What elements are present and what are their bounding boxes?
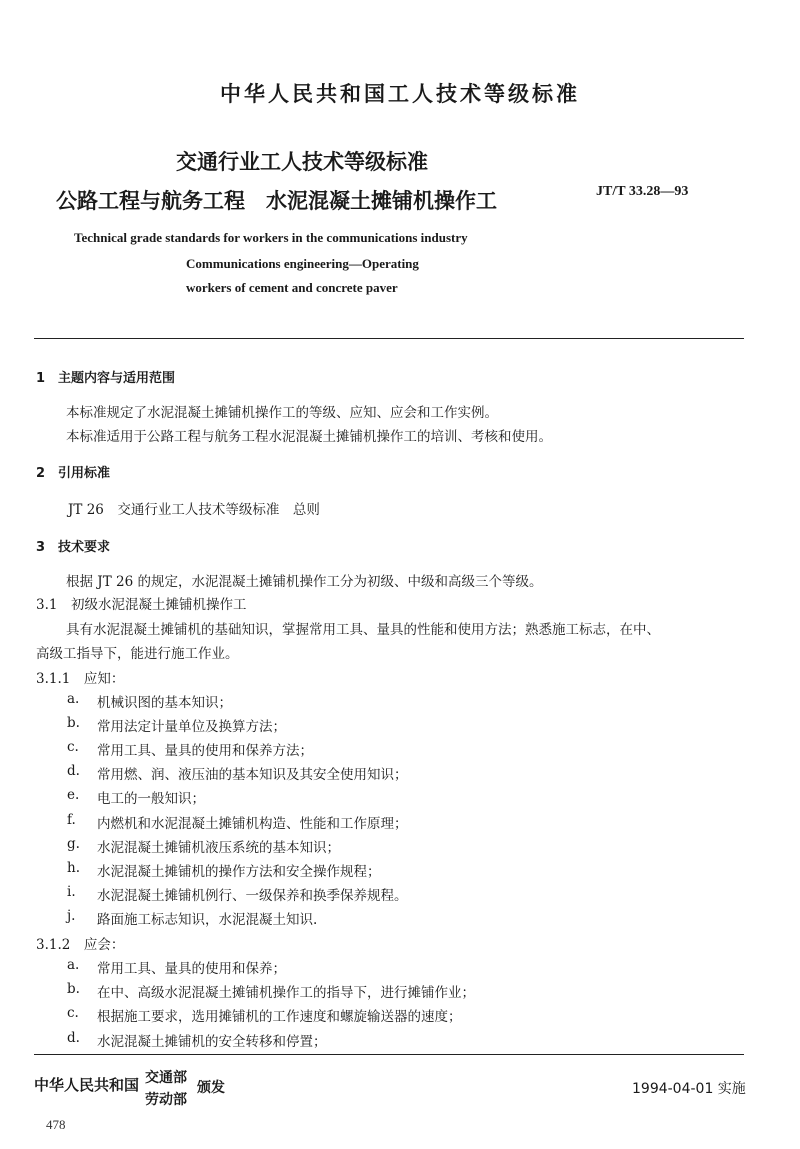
section-3-intro: 根据 JT 26 的规定，水泥混凝土摊铺机操作工分为初级、中级和高级三个等级。 xyxy=(66,574,543,590)
list-item-marker: i. xyxy=(67,883,76,900)
national-standard-header: 中华人民共和国工人技术等级标准 xyxy=(220,82,580,106)
top-divider xyxy=(34,338,744,339)
list-item-marker: c. xyxy=(67,1005,79,1022)
list-item: 机械识图的基本知识； xyxy=(97,695,232,711)
list-item: 水泥混凝土摊铺机的操作方法和安全操作规程； xyxy=(97,863,381,880)
list-item-marker: a. xyxy=(67,957,80,973)
list-item-marker: d. xyxy=(67,763,80,780)
list-item: 水泥混凝土摊铺机的安全转移和停置； xyxy=(97,1033,327,1050)
list-item-marker: j. xyxy=(67,907,76,924)
section-3-heading: 3 技术要求 xyxy=(36,540,111,555)
english-title-line-2: Communications engineering—Operating xyxy=(186,256,419,271)
list-item: 路面施工标志知识，水泥混凝土知识. xyxy=(97,911,318,928)
list-item-marker: b. xyxy=(67,715,80,732)
list-item-marker: b. xyxy=(67,981,80,998)
section-3-1-paragraph-2: 高级工指导下，能进行施工作业。 xyxy=(36,646,239,662)
title-line-2: 公路工程与航务工程 水泥混凝土摊铺机操作工 xyxy=(56,189,497,213)
list-item: 常用燃、润、液压油的基本知识及其安全使用知识； xyxy=(97,767,408,784)
issuer-transport-ministry: 交通部 xyxy=(145,1070,187,1086)
list-item-marker: e. xyxy=(67,787,80,804)
english-title-line-3: workers of cement and concrete paver xyxy=(186,280,398,295)
list-item: 电工的一般知识； xyxy=(97,791,205,808)
list-item: 常用工具、量具的使用和保养方法； xyxy=(97,743,313,760)
list-item-marker: g. xyxy=(67,835,80,852)
page-number: 478 xyxy=(46,1117,66,1132)
footer-country: 中华人民共和国 xyxy=(34,1076,140,1094)
footer-effective-date: 1994-04-01 实施 xyxy=(632,1081,746,1097)
section-3-1-heading: 3.1 初级水泥混凝土摊铺机操作工 xyxy=(36,597,247,613)
list-item: 内燃机和水泥混凝土摊铺机构造、性能和工作原理； xyxy=(97,815,408,832)
english-title-line-1: Technical grade standards for workers in the communications industry xyxy=(74,230,468,245)
list-item-marker: a. xyxy=(67,691,80,707)
section-3-1-paragraph-1: 具有水泥混凝土摊铺机的基础知识，掌握常用工具、量具的性能和使用方法；熟悉施工标志，在中、 xyxy=(66,622,660,638)
section-1-paragraph-1: 本标准规定了水泥混凝土摊铺机操作工的等级、应知、应会和工作实例。 xyxy=(66,405,498,421)
list-item: 常用工具、量具的使用和保养； xyxy=(97,961,286,977)
bottom-divider xyxy=(34,1054,744,1055)
list-item: 根据施工要求，选用摊铺机的工作速度和螺旋输送器的速度； xyxy=(97,1009,462,1026)
list-item: 水泥混凝土摊铺机例行、一级保养和换季保养规程。 xyxy=(97,887,408,904)
list-item-marker: f. xyxy=(67,811,76,828)
section-2-heading: 2 引用标准 xyxy=(36,466,111,481)
list-item-marker: c. xyxy=(67,739,79,756)
list-item: 在中、高级水泥混凝土摊铺机操作工的指导下，进行摊铺作业； xyxy=(97,985,475,1002)
standard-code: JT/T 33.28—93 xyxy=(596,184,689,199)
issuer-labor-ministry: 劳动部 xyxy=(145,1092,187,1108)
section-3-1-1-heading: 3.1.1 应知： xyxy=(36,671,125,687)
list-item: 常用法定计量单位及换算方法； xyxy=(97,719,286,736)
list-item-marker: h. xyxy=(67,859,80,876)
list-item-marker: d. xyxy=(67,1029,80,1046)
section-1-paragraph-2: 本标准适用于公路工程与航务工程水泥混凝土摊铺机操作工的培训、考核和使用。 xyxy=(66,429,552,445)
footer-issuers xyxy=(145,1067,187,1111)
section-1-heading: 1 主题内容与适用范围 xyxy=(36,371,176,386)
title-line-1: 交通行业工人技术等级标准 xyxy=(176,150,428,174)
footer-issued: 颁发 xyxy=(197,1080,225,1096)
section-2-reference: JT 26 交通行业工人技术等级标准 总则 xyxy=(68,502,320,518)
section-3-1-2-heading: 3.1.2 应会： xyxy=(36,937,125,953)
list-item: 水泥混凝土摊铺机液压系统的基本知识； xyxy=(97,839,340,856)
